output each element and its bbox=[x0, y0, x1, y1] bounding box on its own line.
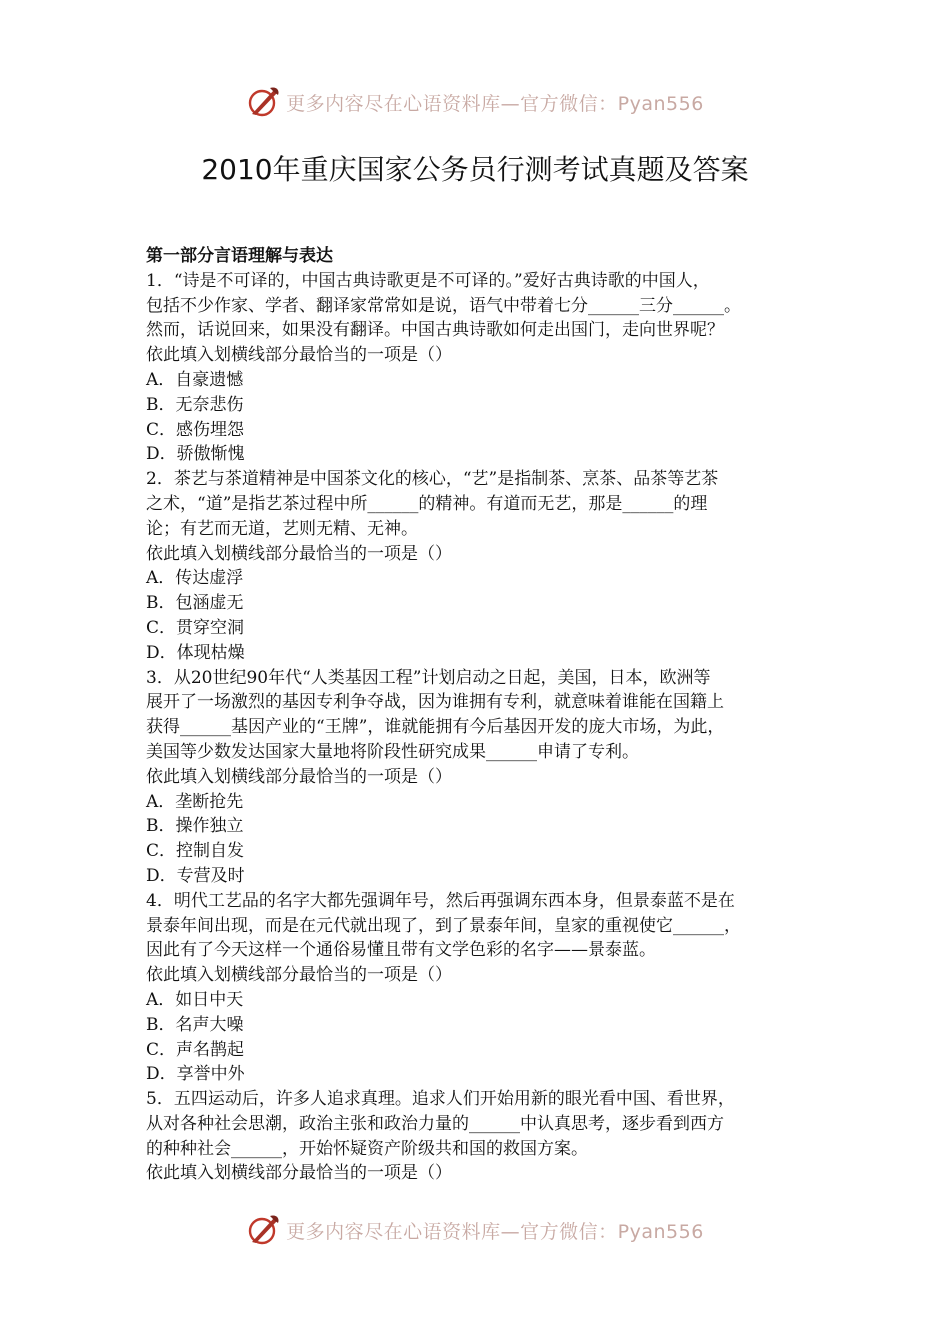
question-prompt: 依此填入划横线部分最恰当的一项是（） bbox=[146, 965, 452, 986]
answer-option: B．包涵虚无 bbox=[146, 593, 244, 614]
question-stem-line: 2．茶艺与茶道精神是中国茶文化的核心，“艺”是指制茶、烹茶、品茶等艺茶 bbox=[146, 469, 719, 490]
quill-logo-icon bbox=[246, 1212, 282, 1248]
question-stem-line: 景泰年间出现，而是在元代就出现了，到了景泰年间，皇家的重视使它______， bbox=[146, 915, 741, 936]
answer-option: D．骄傲惭愧 bbox=[146, 444, 245, 465]
question-block bbox=[146, 666, 826, 889]
banner-text: 更多内容尽在心语资料库—官方微信：Pyan556 bbox=[286, 1220, 704, 1243]
answer-option: D．专营及时 bbox=[146, 865, 245, 886]
question-stem-line: 从对各种社会思潮，政治主张和政治力量的______中认真思考，逐步看到西方 bbox=[146, 1113, 724, 1134]
question-stem-line: 的种种社会______，开始怀疑资产阶级共和国的救国方案。 bbox=[146, 1138, 588, 1159]
question-stem-line: 1．“诗是不可译的，中国古典诗歌更是不可译的。”爱好古典诗歌的中国人， bbox=[146, 270, 710, 291]
question-stem-line: 4．明代工艺品的名字大都先强调年号，然后再强调东西本身，但景泰蓝不是在 bbox=[146, 890, 735, 911]
answer-option: C．贯穿空洞 bbox=[146, 617, 245, 638]
question-stem-line: 之术，“道”是指艺茶过程中所______的精神。有道而无艺，那是______的理 bbox=[146, 493, 708, 514]
answer-option: A．垄断抢先 bbox=[146, 791, 244, 812]
answer-option: B．操作独立 bbox=[146, 816, 244, 837]
answer-option: B．无奈悲伤 bbox=[146, 394, 244, 415]
answer-option: C．感伤埋怨 bbox=[146, 419, 245, 440]
question-stem-line: 论；有艺而无道，艺则无精、无神。 bbox=[146, 518, 418, 539]
question-stem-line: 获得______基因产业的“王牌”，谁就能拥有今后基因开发的庞大市场，为此， bbox=[146, 717, 725, 738]
section-title: 第一部分言语理解与表达 bbox=[146, 246, 333, 266]
question-prompt: 依此填入划横线部分最恰当的一项是（） bbox=[146, 1163, 452, 1184]
question-prompt: 依此填入划横线部分最恰当的一项是（） bbox=[146, 345, 452, 366]
question-stem-line: 美国等少数发达国家大量地将阶段性研究成果______申请了专利。 bbox=[146, 741, 639, 762]
question-block bbox=[146, 1087, 826, 1186]
answer-option: B．名声大噪 bbox=[146, 1014, 244, 1035]
answer-option: C．声名鹊起 bbox=[146, 1039, 245, 1060]
answer-option: A．如日中天 bbox=[146, 989, 244, 1010]
question-stem-line: 然而，话说回来，如果没有翻译。中国古典诗歌如何走出国门，走向世界呢？ bbox=[146, 320, 724, 341]
quill-logo-icon bbox=[246, 84, 282, 120]
question-block bbox=[146, 269, 826, 467]
document-body bbox=[146, 244, 826, 1186]
banner-text: 更多内容尽在心语资料库—官方微信：Pyan556 bbox=[286, 92, 704, 115]
footer-banner bbox=[0, 1210, 950, 1250]
question-stem-line: 因此有了今天这样一个通俗易懂且带有文学色彩的名字——景泰蓝。 bbox=[146, 940, 656, 961]
question-prompt: 依此填入划横线部分最恰当的一项是（） bbox=[146, 543, 452, 564]
document-title: 2010年重庆国家公务员行测考试真题及答案 bbox=[201, 153, 749, 186]
question-stem-line: 3．从20世纪90年代“人类基因工程”计划启动之日起，美国，日本，欧洲等 bbox=[146, 667, 711, 688]
answer-option: D．体现枯燥 bbox=[146, 642, 245, 663]
question-stem-line: 展开了一场激烈的基因专利争夺战，因为谁拥有专利，就意味着谁能在国籍上 bbox=[146, 692, 724, 713]
header-banner bbox=[0, 82, 950, 122]
question-stem-line: 5．五四运动后，许多人追求真理。追求人们开始用新的眼光看中国、看世界， bbox=[146, 1089, 735, 1110]
answer-option: C．控制自发 bbox=[146, 841, 245, 862]
answer-option: A．传达虚浮 bbox=[146, 568, 244, 589]
answer-option: D．享誉中外 bbox=[146, 1064, 245, 1085]
question-prompt: 依此填入划横线部分最恰当的一项是（） bbox=[146, 766, 452, 787]
question-stem-line: 包括不少作家、学者、翻译家常常如是说，语气中带着七分______三分______。 bbox=[146, 295, 741, 316]
question-block bbox=[146, 889, 826, 1087]
answer-option: A．自豪遗憾 bbox=[146, 369, 244, 390]
question-list bbox=[146, 269, 826, 1186]
question-block bbox=[146, 467, 826, 665]
